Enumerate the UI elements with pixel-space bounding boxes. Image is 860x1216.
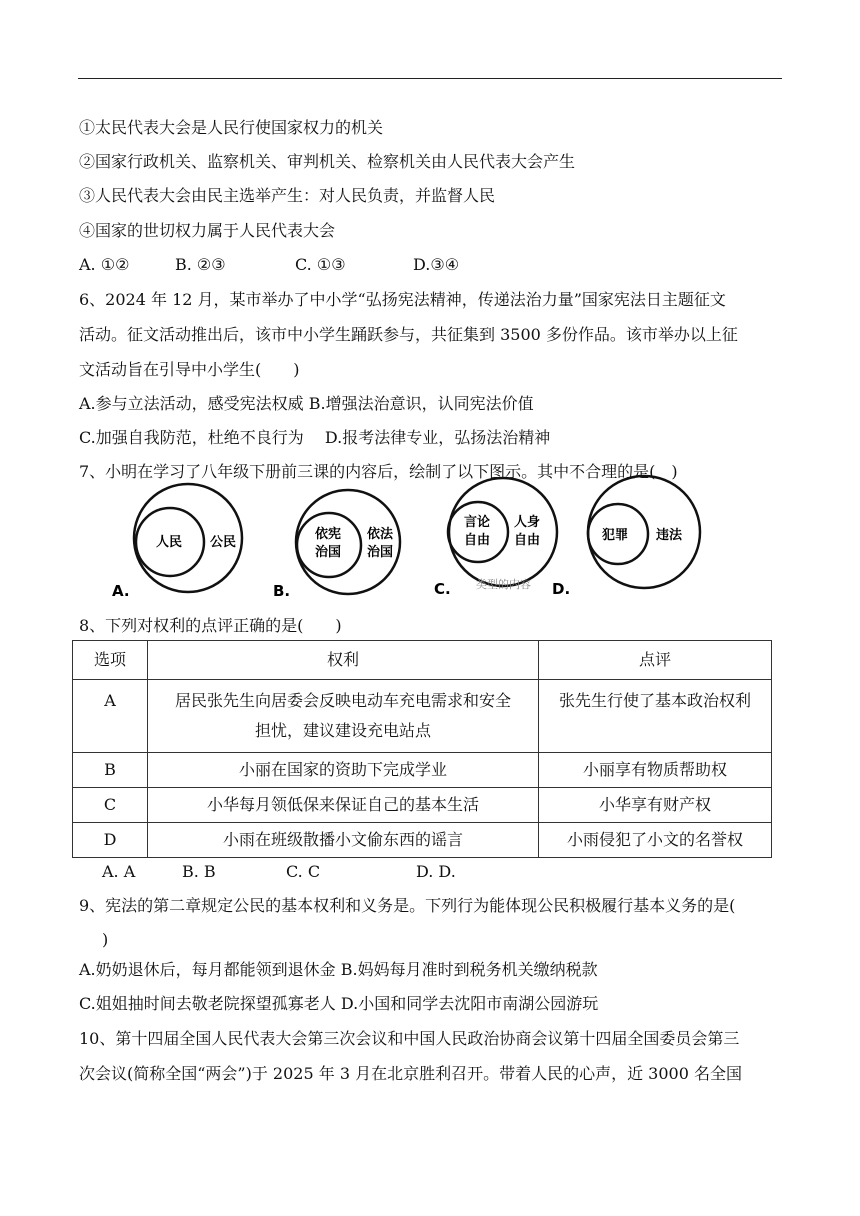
diagram-b [273, 490, 400, 600]
q5-option-a: A. ①② [79, 255, 130, 274]
diagram-a-label: A. [112, 582, 130, 600]
q8-stem: 8、下列对权利的点评正确的是( ) [79, 616, 342, 635]
row-d-comment: 小雨侵犯了小文的名誉权 [539, 823, 772, 858]
row-a-comment: 张先生行使了基本政治权利 [539, 680, 772, 753]
diagram-d-label: D. [552, 580, 571, 598]
diagram-c-outer-line-2: 自由 [514, 533, 541, 548]
table-header-row [73, 641, 772, 680]
diagram-c-faded-text: 类型的内容 [476, 578, 531, 591]
table-row [73, 753, 772, 788]
row-b-option: B [73, 753, 148, 788]
diagram-b-inner-line-2: 治国 [315, 545, 342, 560]
diagram-b-inner-line-1: 依宪 [315, 527, 342, 542]
statement-2: ②国家行政机关、监察机关、审判机关、检察机关由人民代表大会产生 [79, 152, 576, 171]
q10-stem-line-2: 次会议(简称全国“两会”)于 2025 年 3 月在北京胜利召开。带着人民的心声，近 3000 名全国 [79, 1064, 742, 1083]
row-d-right: 小雨在班级散播小文偷东西的谣言 [148, 823, 539, 858]
row-d-option: D [73, 823, 148, 858]
diagram-c-inner-line-1: 言论 [464, 515, 491, 530]
table-row [73, 680, 772, 753]
row-c-comment: 小华享有财产权 [539, 788, 772, 823]
q7-stem: 7、小明在学习了八年级下册前三课的内容后，绘制了以下图示。其中不合理的是( ) [79, 462, 678, 481]
table-row [73, 788, 772, 823]
diagram-b-outer-line-1: 依法 [367, 527, 394, 542]
q5-option-b: B. ②③ [175, 255, 226, 274]
q9-stem-line-1: 9、宪法的第二章规定公民的基本权利和义务是。下列行为能体现公民积极履行基本义务的是( [79, 896, 736, 915]
q6-stem-line-1: 6、2024 年 12 月，某市举办了中小学“弘扬宪法精神，传递法治力量”国家宪法日主题征文 [79, 290, 726, 309]
q6-option-ab: A.参与立法活动，感受宪法权威 B.增强法治意识，认同宪法价值 [79, 394, 534, 413]
diagram-c-outer-line-1: 人身 [514, 515, 541, 530]
row-c-option: C [73, 788, 148, 823]
row-b-comment: 小丽享有物质帮助权 [539, 753, 772, 788]
q6-stem-line-2: 活动。征文活动推出后，该市中小学生踊跃参与，共征集到 3500 多份作品。该市举办以上征 [79, 325, 738, 344]
statement-1: ①太民代表大会是人民行使国家权力的机关 [79, 118, 384, 137]
rights-table [72, 640, 772, 858]
statement-4: ④国家的世切权力属于人民代表大会 [79, 221, 336, 240]
q8-option-d: D. D. [416, 862, 456, 881]
header-right: 权利 [148, 641, 539, 680]
diagram-c-label: C. [434, 580, 451, 598]
q10-stem-line-1: 10、第十四届全国人民代表大会第三次会议和中国人民政治协商会议第十四届全国委员会第三 [79, 1029, 740, 1048]
row-c-right: 小华每月领低保来保证自己的基本生活 [148, 788, 539, 823]
diagram-d-inner: 犯罪 [602, 528, 629, 543]
statement-3: ③人民代表大会由民主选举产生：对人民负责，并监督人民 [79, 186, 496, 205]
q8-option-b: B. B [182, 862, 216, 881]
diagram-d-outer: 违法 [656, 528, 683, 543]
header-rule [78, 78, 782, 79]
q8-option-a: A. A [102, 862, 136, 881]
venn-diagrams [108, 470, 728, 602]
diagram-a-inner: 人民 [156, 535, 183, 550]
diagram-d [552, 476, 700, 598]
q5-option-c: C. ①③ [295, 255, 346, 274]
q8-options [102, 862, 456, 882]
q9-option-ab: A.奶奶退休后，每月都能领到退休金 B.妈妈每月准时到税务机关缴纳税款 [79, 960, 598, 979]
q9-option-cd: C.姐姐抽时间去敬老院探望孤寡老人 D.小国和同学去沈阳市南湖公园游玩 [79, 994, 599, 1013]
diagram-b-label: B. [273, 582, 291, 600]
header-option: 选项 [73, 641, 148, 680]
q5-option-d: D.③④ [413, 255, 460, 274]
q8-option-c: C. C [286, 862, 321, 881]
diagram-a-outer: 公民 [210, 535, 237, 550]
diagram-b-outer-line-2: 治国 [367, 545, 394, 560]
q5-options [79, 255, 459, 275]
diagram-a [112, 484, 242, 600]
row-b-right: 小丽在国家的资助下完成学业 [148, 753, 539, 788]
row-a-right-line-2: 担忧，建议建设充电站点 [254, 721, 431, 740]
diagram-c [434, 478, 557, 598]
row-a-option: A [73, 680, 148, 753]
header-comment: 点评 [539, 641, 772, 680]
table-row [73, 823, 772, 858]
row-a-right [148, 680, 539, 753]
diagram-c-inner-line-2: 自由 [464, 533, 491, 548]
q6-option-cd: C.加强自我防范，杜绝不良行为 D.报考法律专业，弘扬法治精神 [79, 428, 551, 447]
q9-stem-line-2: ) [102, 930, 109, 949]
row-a-right-line-1: 居民张先生向居委会反映电动车充电需求和安全 [174, 691, 511, 710]
q6-stem-line-3: 文活动旨在引导中小学生( ) [79, 360, 300, 379]
